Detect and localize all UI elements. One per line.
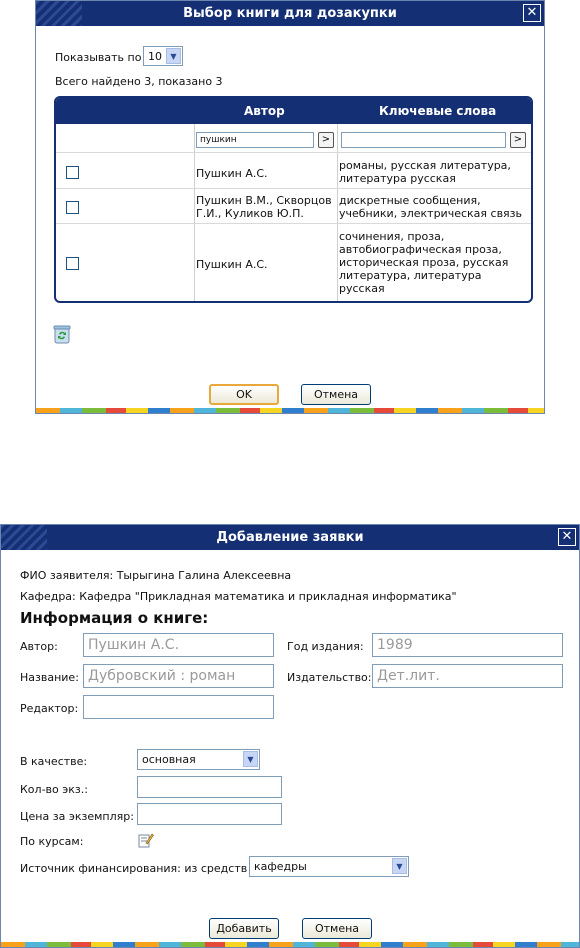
courses-label: По курсам: xyxy=(20,835,84,848)
column-header-author[interactable]: Автор xyxy=(244,104,285,118)
keywords-text: дискретные сообщения, xyxy=(339,194,481,207)
column-header-keywords[interactable]: Ключевые слова xyxy=(379,104,497,118)
year-field[interactable]: 1989 xyxy=(372,633,563,657)
row-checkbox[interactable] xyxy=(66,257,79,270)
title-field[interactable]: Дубровский : роман xyxy=(83,664,274,688)
author-cell xyxy=(196,194,332,220)
title-label: Название: xyxy=(20,671,79,684)
year-label: Год издания: xyxy=(287,640,364,653)
recycle-icon[interactable] xyxy=(53,324,71,344)
titlebar-stripes xyxy=(36,1,82,26)
publisher-label: Издательство: xyxy=(287,671,372,684)
chevron-down-icon: ▼ xyxy=(392,858,407,874)
author-field[interactable]: Пушкин А.С. xyxy=(83,633,274,657)
page-size-label: Показывать по xyxy=(55,51,142,64)
count-label: Кол-во экз.: xyxy=(20,783,88,796)
keywords-text: историческая проза, русская xyxy=(339,256,509,269)
funding-select[interactable] xyxy=(249,856,409,877)
editor-label: Редактор: xyxy=(20,702,79,715)
author-text: Пушкин А.С. xyxy=(196,167,268,180)
row-divider xyxy=(56,188,531,189)
author-text: Г.И., Куликов Ю.П. xyxy=(196,207,304,220)
keywords-text: сочинения, проза, xyxy=(339,230,445,243)
keywords-cell xyxy=(339,194,522,220)
keywords-text: автобиографическая проза, xyxy=(339,243,502,256)
count-field[interactable] xyxy=(137,776,282,798)
department-text: Кафедра: Кафедра "Прикладная математика и прикладная информатика" xyxy=(20,590,457,603)
book-selection-dialog xyxy=(35,0,545,414)
page-size-select[interactable] xyxy=(143,46,183,66)
dialog-titlebar xyxy=(36,1,544,26)
row-checkbox[interactable] xyxy=(66,201,79,214)
author-cell xyxy=(196,258,268,271)
as-label: В качестве: xyxy=(20,755,88,768)
author-text: Пушкин В.М., Скворцов xyxy=(196,194,332,207)
cancel-button[interactable]: Отмена xyxy=(301,384,371,405)
dialog-title: Выбор книги для дозакупки xyxy=(183,6,397,21)
price-field[interactable] xyxy=(137,803,282,825)
page-size-value: 10 xyxy=(148,50,162,63)
chevron-down-icon: ▼ xyxy=(166,48,181,64)
ok-button[interactable]: OK xyxy=(209,384,279,405)
publisher-field[interactable]: Дет.лит. xyxy=(372,664,563,688)
dialog-titlebar xyxy=(1,525,579,550)
column-divider xyxy=(194,124,195,301)
footer-stripe xyxy=(1,942,579,947)
funding-value: кафедры xyxy=(254,860,307,873)
author-filter-input[interactable]: пушкин xyxy=(196,132,314,148)
author-filter-apply-button[interactable]: > xyxy=(318,132,334,148)
keywords-filter-input[interactable] xyxy=(341,132,506,148)
footer-stripe xyxy=(36,408,544,413)
author-text: Пушкин А.С. xyxy=(196,258,268,271)
price-label: Цена за экземпляр: xyxy=(20,810,134,823)
keywords-text: русская xyxy=(339,282,385,295)
add-button[interactable]: Добавить xyxy=(209,918,279,939)
close-icon[interactable]: ✕ xyxy=(558,528,576,546)
applicant-text: ФИО заявителя: Тырыгина Галина Алексеевна xyxy=(20,569,292,582)
row-divider xyxy=(56,152,531,153)
keywords-text: романы, русская литература, xyxy=(339,159,511,172)
keywords-cell xyxy=(339,159,511,185)
keywords-text: литература, литература xyxy=(339,269,482,282)
row-divider xyxy=(56,223,531,224)
funding-label: Источник финансирования: из средств xyxy=(20,862,248,875)
column-divider xyxy=(337,124,338,301)
author-cell xyxy=(196,167,268,180)
keywords-text: литература русская xyxy=(339,172,456,185)
as-select[interactable] xyxy=(137,749,260,770)
found-count-text: Всего найдено 3, показано 3 xyxy=(55,75,223,88)
dialog-title: Добавление заявки xyxy=(216,530,364,545)
as-value: основная xyxy=(142,753,196,766)
author-label: Автор: xyxy=(20,640,58,653)
titlebar-stripes xyxy=(1,525,47,550)
chevron-down-icon: ▼ xyxy=(243,751,258,767)
row-checkbox[interactable] xyxy=(66,166,79,179)
keywords-text: учебники, электрическая связь xyxy=(339,207,522,220)
cancel-button[interactable]: Отмена xyxy=(302,918,372,939)
section-title: Информация о книге: xyxy=(20,609,209,627)
close-icon[interactable]: ✕ xyxy=(523,4,541,22)
edit-icon[interactable] xyxy=(138,832,154,848)
table-header xyxy=(56,98,531,124)
books-table xyxy=(54,96,533,303)
keywords-filter-apply-button[interactable]: > xyxy=(510,132,526,148)
keywords-cell xyxy=(339,230,508,295)
editor-field[interactable] xyxy=(83,695,274,719)
add-request-dialog xyxy=(0,524,580,948)
